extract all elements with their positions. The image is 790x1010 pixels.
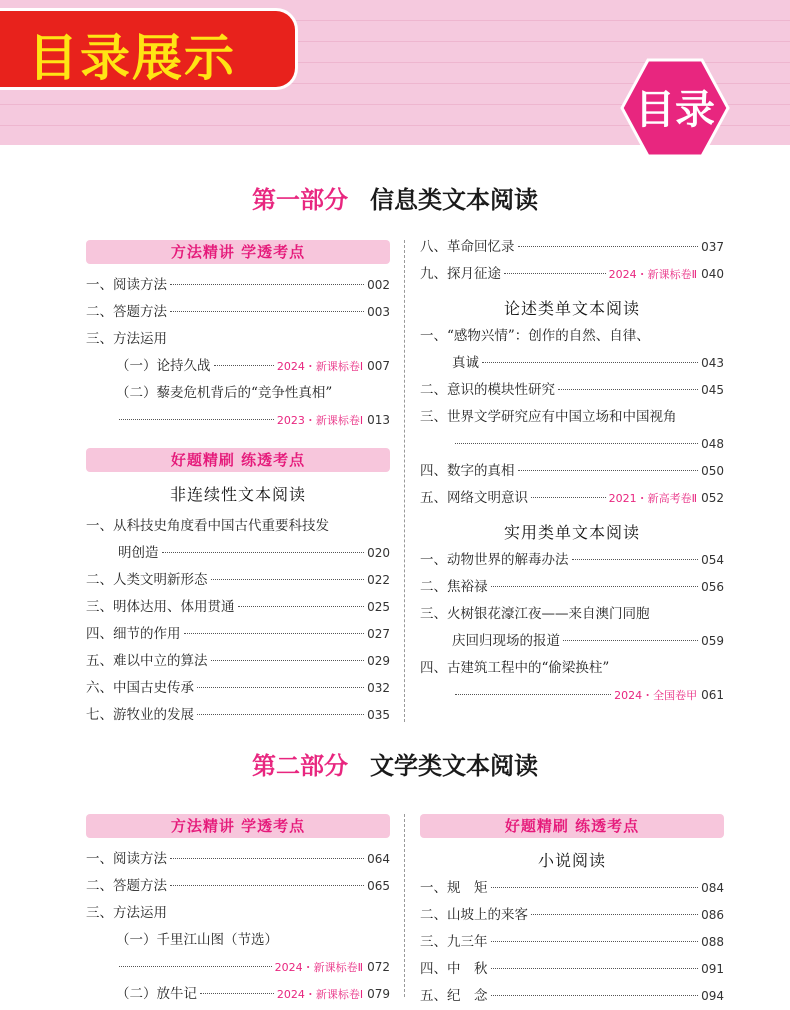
toc-row[interactable]: 三、世界文学研究应有中国立场和中国视角 [420, 409, 677, 425]
toc-row[interactable]: （一）千里江山图（节选） [116, 932, 278, 948]
toc-row[interactable]: 二、答题方法 003 [86, 304, 390, 320]
toc-row[interactable]: 明创造 020 [118, 545, 390, 561]
column-divider [404, 240, 405, 722]
toc-row[interactable]: 九、探月征途 2024・新课标卷Ⅱ 040 [420, 266, 724, 282]
toc-row[interactable]: （一）论持久战 2024・新课标卷Ⅰ 007 [116, 358, 390, 374]
part2-number: 第二部分 [252, 751, 348, 780]
toc-row[interactable]: 2024・全国卷甲 061 [420, 682, 724, 709]
practice-pill: 好题精刷 练透考点 [86, 448, 390, 472]
subheading-argumentative: 论述类单文本阅读 [503, 299, 640, 318]
part1-left-column [86, 240, 390, 729]
part1-heading [0, 180, 790, 215]
toc-row[interactable]: 二、焦裕禄 056 [420, 579, 724, 595]
banner-label: 目录展示 [28, 29, 236, 87]
column-divider [404, 814, 405, 997]
toc-row[interactable]: 三、明体达用、体用贯通 025 [86, 599, 390, 615]
toc-row[interactable]: 2023・新课标卷Ⅰ 013 [86, 407, 390, 434]
toc-row[interactable]: 真诚 043 [452, 355, 724, 371]
part1-right-column [420, 234, 724, 709]
toc-row[interactable]: 八、革命回忆录 037 [420, 239, 724, 255]
toc-row[interactable]: 一、阅读方法 064 [86, 851, 390, 867]
toc-row[interactable]: 四、数字的真相 050 [420, 463, 724, 479]
toc-showcase-banner [0, 8, 298, 90]
part2-right-column [420, 814, 724, 1010]
toc-row[interactable]: 一、阅读方法 002 [86, 277, 390, 293]
badge-label: 目录 [635, 87, 715, 133]
toc-row[interactable]: 一、动物世界的解毒办法 054 [420, 552, 724, 568]
toc-row[interactable]: 四、中 秋 091 [420, 961, 724, 977]
toc-row[interactable]: 四、细节的作用 027 [86, 626, 390, 642]
toc-row[interactable]: 二、人类文明新形态 022 [86, 572, 390, 588]
part1-number: 第一部分 [252, 185, 348, 214]
toc-row[interactable]: 四、古建筑工程中的“偷梁换柱” [420, 660, 610, 676]
toc-row[interactable]: 2024・新课标卷Ⅱ 072 [86, 954, 390, 981]
toc-row[interactable]: 048 [420, 431, 724, 458]
toc-row[interactable]: 五、纪 念 094 [420, 988, 724, 1004]
toc-row[interactable]: 一、从科技史角度看中国古代重要科技发 [86, 518, 329, 534]
toc-row[interactable]: 三、方法运用 [86, 331, 167, 347]
part2-heading [0, 746, 790, 781]
part1-title: 信息类文本阅读 [370, 185, 538, 214]
part2-title: 文学类文本阅读 [370, 751, 538, 780]
toc-row[interactable]: 六、中国古史传承 032 [86, 680, 390, 696]
toc-row[interactable]: （二）放牛记 2024・新课标卷Ⅰ 079 [116, 986, 390, 1002]
part2-left-column [86, 814, 390, 1008]
toc-row[interactable]: 二、山坡上的来客 086 [420, 907, 724, 923]
toc-row[interactable]: 三、方法运用 [86, 905, 167, 921]
toc-row[interactable]: 五、难以中立的算法 029 [86, 653, 390, 669]
subheading-practical: 实用类单文本阅读 [503, 523, 640, 542]
method-pill: 方法精讲 学透考点 [86, 240, 390, 264]
toc-hexagon-badge [620, 58, 730, 158]
subheading-novel: 小说阅读 [537, 851, 606, 870]
toc-row[interactable]: 三、火树银花濠江夜——来自澳门同胞 [420, 606, 650, 622]
toc-row[interactable]: 二、意识的模块性研究 045 [420, 382, 724, 398]
toc-row[interactable]: 三、九三年 088 [420, 934, 724, 950]
toc-row[interactable]: 五、网络文明意识 2021・新高考卷Ⅱ 052 [420, 490, 724, 506]
toc-row[interactable]: 七、游牧业的发展 035 [86, 707, 390, 723]
method-pill: 方法精讲 学透考点 [86, 814, 390, 838]
toc-row[interactable]: （二）藜麦危机背后的“竞争性真相” [116, 385, 333, 401]
toc-row[interactable]: 二、答题方法 065 [86, 878, 390, 894]
toc-row[interactable]: 一、规 矩 084 [420, 880, 724, 896]
subheading-noncontinuous: 非连续性文本阅读 [169, 485, 306, 504]
practice-pill: 好题精刷 练透考点 [420, 814, 724, 838]
toc-row[interactable]: 一、“感物兴情”：创作的自然、自律、 [420, 328, 650, 344]
toc-row[interactable]: 庆回归现场的报道 059 [452, 633, 724, 649]
